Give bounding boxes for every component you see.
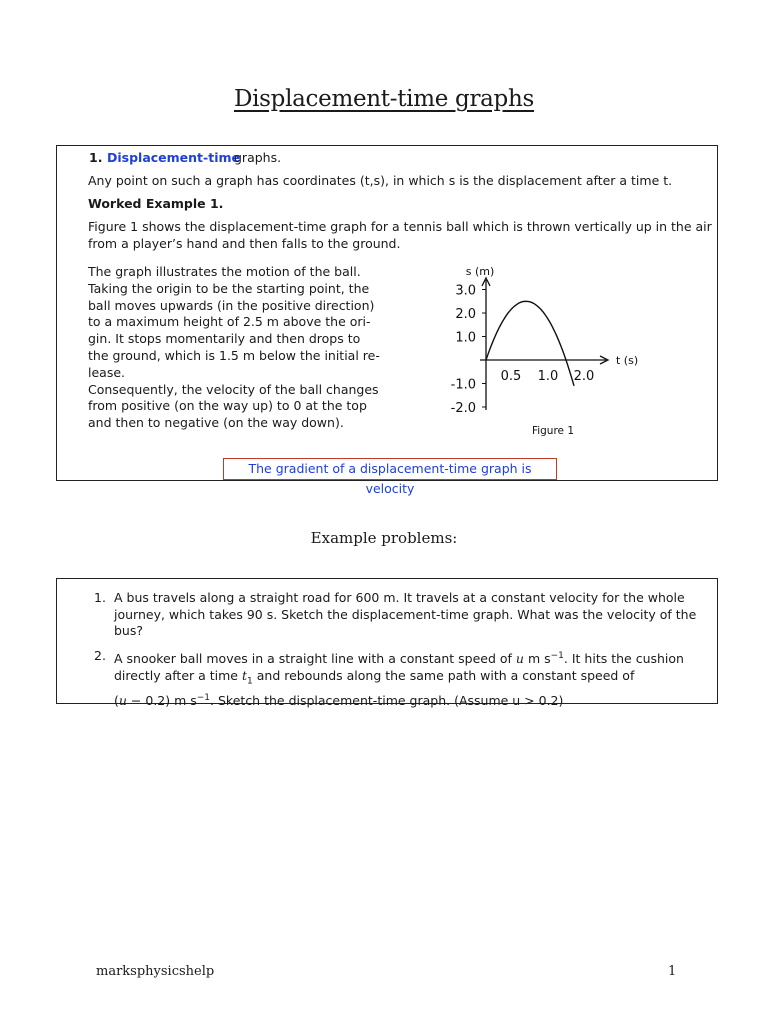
problem-2-line-2 (114, 668, 684, 690)
problem-2-text-d: directly after a time (114, 667, 238, 683)
footer-site: marksphysicshelp (96, 964, 215, 979)
paren-open: ( (114, 692, 119, 708)
displacement-curve (486, 301, 574, 386)
y-axis-label: s (m) (465, 265, 495, 278)
figure-intro-line-1: Figure 1 shows the displacement-time graph for a tennis ball which is thrown vertically up in the air (88, 219, 712, 234)
problem-2-text-a: A snooker ball moves in a straight line with a constant speed of (114, 651, 512, 667)
explanation-line: the ground, which is 1.5 m below the initial re- (88, 347, 380, 363)
problem-2-line-3 (114, 690, 684, 710)
explanation-line: ball moves upwards (in the positive direction) (88, 297, 375, 313)
explanation-line: gin. It stops momentarily and then drops to (88, 331, 361, 347)
page-number: 1 (668, 964, 677, 979)
x-tick-label: 0.5 (500, 369, 522, 384)
page-title: Displacement-time graphs (233, 86, 535, 112)
problem-1-number: 1. (94, 590, 106, 605)
explanation-line: Consequently, the velocity of the ball changes (88, 381, 379, 397)
x-tick-label: 2.0 (573, 369, 595, 384)
time-subscript: 1 (247, 676, 253, 687)
y-tick-label: -1.0 (450, 377, 476, 393)
figure-intro-line-2: from a player’s hand and then falls to the ground. (88, 236, 401, 251)
problem-1-line: A bus travels along a straight road for 600 m. It travels at a constant velocity for the whole (114, 590, 685, 605)
explanation-line: The graph illustrates the motion of the ball. (88, 264, 361, 279)
problem-2-text-c: . It hits the cushion (563, 651, 684, 667)
x-tick-label: 1.0 (537, 369, 559, 384)
problem-1-text (114, 590, 696, 640)
unit-exponent: −1 (550, 651, 564, 661)
problem-2-line-1 (114, 648, 684, 668)
problem-1-line: journey, which takes 90 s. Sketch the displacement-time graph. What was the velocity of the (114, 606, 697, 622)
y-tick-label: 2.0 (455, 307, 476, 322)
time-variable: t (241, 667, 248, 683)
section-heading-rest: graphs. (234, 150, 282, 165)
unit-exponent-2: −1 (196, 692, 211, 703)
explanation-paragraph (88, 264, 388, 432)
section-heading-blue: Displacement-time (107, 150, 240, 165)
explanation-line: to a maximum height of 2.5 m above the ori- (88, 314, 371, 330)
explanation-line: Taking the origin to be the starting point, the (88, 280, 370, 296)
explanation-line: from positive (on the way up) to 0 at the top (88, 398, 367, 414)
y-tick-label: -2.0 (450, 401, 476, 416)
y-tick-label: 1.0 (455, 330, 476, 346)
gradient-statement: The gradient of a displacement-time graph is velocity (223, 458, 557, 480)
problem-1-line: bus? (114, 623, 144, 638)
problem-2-text (114, 648, 684, 709)
explanation-line: and then to negative (on the way down). (88, 415, 344, 431)
coordinates-line: Any point on such a graph has coordinates (t,s), in which s is the displacement after a time t. (88, 173, 673, 188)
problem-2-number: 2. (94, 648, 106, 663)
speed-variable-2: u (118, 692, 127, 708)
problem-2-text-f: . Sketch the displacement-time graph. (Assume u > 0.2) (210, 692, 564, 708)
problem-2-text-e: and rebounds along the same path with a constant speed of (256, 667, 635, 683)
speed-variable: u (515, 651, 524, 667)
worked-example-heading: Worked Example 1. (88, 196, 224, 211)
displacement-time-graph (410, 258, 650, 448)
explanation-line: lease. (88, 364, 125, 380)
unit-text: m s (527, 651, 551, 667)
rebound-speed-text: − 0.2) m s (126, 692, 197, 708)
example-problems-title: Example problems: (310, 529, 458, 547)
section-number: 1. (89, 150, 103, 165)
y-tick-label: 3.0 (455, 283, 476, 299)
x-axis-label: t (s) (616, 354, 639, 367)
figure-caption: Figure 1 (531, 425, 575, 437)
